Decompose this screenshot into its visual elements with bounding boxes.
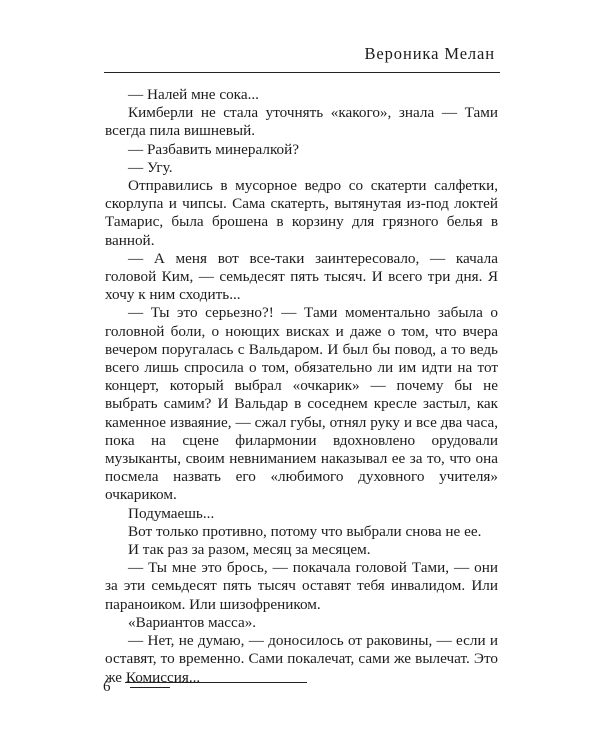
footer-rule-short [130,687,170,688]
paragraph: — Ты это серьезно?! — Тами моментально забыла о головной боли, о ноющих висках и даже о том, что вчера вечером поругалась с Вальдаром. И был бы повод, а то ведь всего лишь спросила о том, обязательно ли им идти на тот концерт, который выбрал «очкарик» — почему бы не выбрать самим? И Вальдар в соседнем кресле застыл, как каменное изваяние, — сжал губы, отнял руку и все два часа, пока на сцене филармонии вдохновлено орудовали музыканты, своим невниманием наказывал ее за то, что она посмела назвать его «любимого духовного учителя» очкариком. [105,304,498,504]
paragraph: — Ты мне это брось, — покачала головой Тами, — они за эти семьдесят пять тысяч оставят тебя инвалидом. Или параноиком. Или шизофреником. [105,559,498,613]
paragraph: Подумаешь... [128,504,215,522]
footer-rule [125,682,307,683]
paragraph: Отправились в мусорное ведро со скатерти салфетки, скорлупа и чипсы. Сама скатерть, вытянутая из-под локтей Тамарис, была брошена в корзину для грязного белья в ванной. [105,177,498,249]
paragraph: «Вариантов масса». [128,613,257,631]
paragraph: — Угу. [128,158,173,176]
paragraph: И так раз за разом, месяц за месяцем. [128,541,371,559]
body-text [105,86,498,687]
paragraph: Кимберли не стала уточнять «какого», знала — Тами всегда пила вишневый. [105,104,498,140]
paragraph: — Нет, не думаю, — доносилось от раковины, — если и оставят, то временно. Сами покалечат, сами же вылечат. Это же Комиссия... [105,632,498,686]
paragraph: — А меня вот все-таки заинтересовало, — качала головой Ким, — семьдесят пять тысяч. И всего три дня. Я хочу к ним сходить... [105,249,498,304]
paragraph: — Разбавить минералкой? [128,140,300,158]
header-rule [104,72,500,73]
page-number: 6 [103,679,111,695]
paragraph: — Налей мне сока... [128,86,259,103]
running-header-author: Вероника Мелан [364,44,495,63]
paragraph: Вот только противно, потому что выбрали снова не ее. [128,522,482,540]
